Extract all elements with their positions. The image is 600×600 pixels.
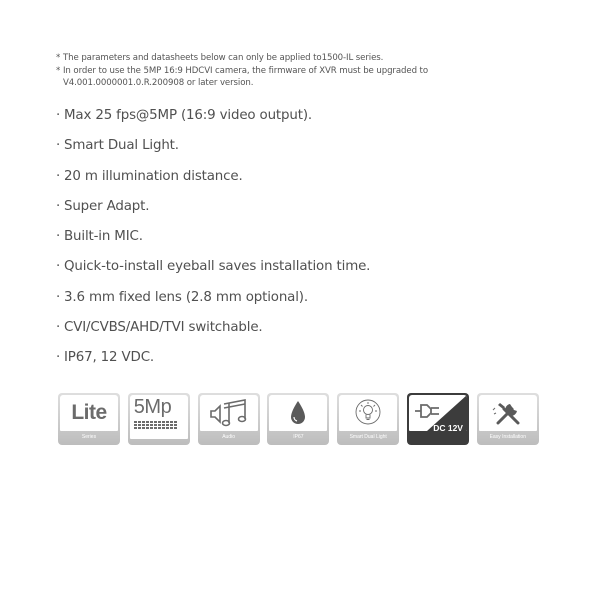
feature-text: CVI/CVBS/AHD/TVI switchable. xyxy=(64,320,263,336)
feature-item xyxy=(56,343,576,373)
feature-list xyxy=(56,101,576,374)
bullet: · xyxy=(56,168,61,184)
feature-item xyxy=(56,313,576,343)
feature-item xyxy=(56,192,576,222)
badge-face xyxy=(60,395,118,431)
feature-text: Max 25 fps@5MP (16:9 video output). xyxy=(64,108,313,123)
feature-item xyxy=(56,252,576,282)
badge-face xyxy=(339,395,397,431)
note-marker: * xyxy=(56,65,61,76)
resolution-badge xyxy=(128,393,190,445)
power-plug-icon xyxy=(413,401,443,421)
badge-caption: Series xyxy=(81,434,97,440)
feature-item xyxy=(56,131,576,161)
bullet: · xyxy=(56,320,61,336)
feature-item xyxy=(56,101,576,131)
feature-text: Built-in MIC. xyxy=(64,229,143,245)
music-note-icon xyxy=(207,397,251,429)
feature-text: 20 m illumination distance. xyxy=(64,168,243,184)
bullet: · xyxy=(56,229,61,245)
badge-caption: DC 12V xyxy=(433,423,463,433)
light-bulb-icon xyxy=(351,397,385,429)
bullet: · xyxy=(56,289,61,305)
pixel-grid-icon xyxy=(134,421,177,429)
lite-label: Lite xyxy=(71,401,107,424)
feature-text: Super Adapt. xyxy=(64,198,150,214)
badge-face xyxy=(200,395,258,431)
note-item xyxy=(56,52,556,65)
notes-section xyxy=(56,52,556,90)
feature-item xyxy=(56,162,576,192)
bullet: · xyxy=(56,138,61,154)
note-item xyxy=(56,65,556,78)
smart-dual-light-badge xyxy=(337,393,399,445)
feature-item xyxy=(56,283,576,313)
note-marker: * xyxy=(56,53,61,63)
note-text: In order to use the 5MP 16:9 HDCVI camera, the firmware of XVR must be upgraded to xyxy=(63,65,428,76)
easy-installation-badge xyxy=(477,393,539,445)
note-text: The parameters and datasheets below can only be applied to1500-IL series. xyxy=(63,53,384,63)
badge-caption: Easy Installation xyxy=(489,434,526,440)
lite-series-badge xyxy=(58,393,120,445)
feature-text: IP67, 12 VDC. xyxy=(64,350,154,366)
bullet: · xyxy=(56,108,61,123)
feature-item xyxy=(56,222,576,252)
water-drop-icon xyxy=(288,399,308,427)
wrench-screwdriver-icon xyxy=(491,398,525,428)
badge-face xyxy=(269,395,327,431)
bullet: · xyxy=(56,198,61,214)
badge-caption: Smart Dual Light xyxy=(349,434,387,440)
feature-text: Quick-to-install eyeball saves installation time. xyxy=(64,259,371,275)
badge-caption: IP67 xyxy=(293,434,304,440)
dc12v-badge xyxy=(407,393,469,445)
bullet: · xyxy=(56,259,61,275)
feature-text: 3.6 mm fixed lens (2.8 mm optional). xyxy=(64,289,308,305)
audio-badge xyxy=(198,393,260,445)
ip67-badge xyxy=(267,393,329,445)
feature-badges xyxy=(58,393,547,445)
resolution-label: 5Mp xyxy=(133,396,172,418)
badge-caption: Audio xyxy=(222,434,235,440)
badge-face xyxy=(479,395,537,431)
bullet: · xyxy=(56,350,61,366)
badge-face xyxy=(130,395,188,439)
note-continuation: V4.001.0000001.0.R.200908 or later version. xyxy=(63,78,254,88)
feature-text: Smart Dual Light. xyxy=(64,138,179,154)
